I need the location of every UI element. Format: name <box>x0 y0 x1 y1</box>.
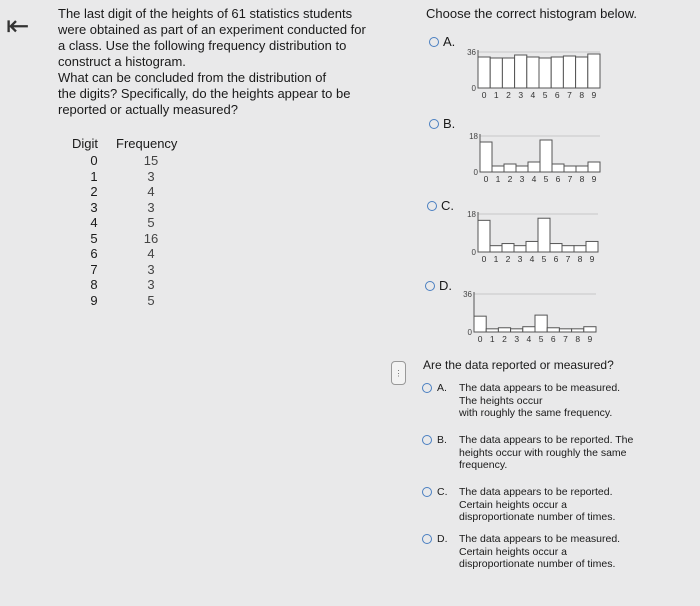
table-row <box>72 215 186 231</box>
answer-option-b[interactable] <box>422 434 692 474</box>
answer-text <box>459 434 684 472</box>
x-tick-label: 1 <box>493 90 499 100</box>
table-header-row <box>72 136 186 153</box>
histogram-option-a[interactable] <box>428 34 608 104</box>
x-tick-label: 7 <box>563 334 568 344</box>
answer-text <box>459 382 659 420</box>
table-row <box>72 293 186 309</box>
x-tick-label: 3 <box>519 174 525 184</box>
x-tick-label: 5 <box>543 174 549 184</box>
histogram-bar <box>576 166 588 172</box>
histogram-bar <box>551 57 563 88</box>
frequency-cell: 3 <box>147 168 155 184</box>
x-tick-label: 7 <box>567 90 572 100</box>
histogram-bar <box>588 162 600 172</box>
y-tick-label-max: 18 <box>467 210 476 219</box>
x-tick-label: 4 <box>530 90 536 100</box>
histogram-bar <box>498 328 510 332</box>
y-tick-label-zero: 0 <box>471 84 476 93</box>
answer-line: disproportionate number of times. <box>459 511 616 523</box>
x-tick-label: 2 <box>506 90 511 100</box>
x-tick-label: 7 <box>567 174 573 184</box>
histogram-chart-a <box>466 44 608 104</box>
x-tick-label: 0 <box>481 254 487 264</box>
digit-cell: 6 <box>90 246 98 261</box>
histogram-bar <box>528 162 540 172</box>
answer-letter: D. <box>437 533 448 545</box>
question-line: reported or actually measured? <box>58 102 238 117</box>
table-row <box>72 231 186 247</box>
x-tick-label: 4 <box>526 334 532 344</box>
radio-icon[interactable] <box>422 435 432 445</box>
table-row <box>72 200 186 216</box>
y-tick-label-zero: 0 <box>471 248 476 257</box>
answer-option-a[interactable] <box>422 382 692 422</box>
histogram-bar <box>574 246 586 252</box>
x-tick-label: 6 <box>550 334 556 344</box>
histogram-bar <box>474 316 486 332</box>
table-row <box>72 153 186 169</box>
histogram-bar <box>490 246 502 252</box>
frequency-cell: 16 <box>143 230 159 246</box>
histogram-bar <box>572 329 584 332</box>
answer-letter: A. <box>437 382 447 394</box>
question-text <box>58 6 376 118</box>
histogram-bar <box>523 327 535 332</box>
x-tick-label: 9 <box>591 174 597 184</box>
histogram-bar <box>514 246 526 252</box>
x-tick-label: 5 <box>542 90 548 100</box>
digit-cell: 0 <box>90 153 98 168</box>
histogram-bar <box>527 57 539 88</box>
answer-line: The data appears to be reported. <box>459 486 613 498</box>
y-tick-label-zero: 0 <box>473 168 478 177</box>
answer-line: The data appears to be measured. <box>459 382 621 394</box>
frequency-cell: 4 <box>147 184 155 199</box>
histogram-bar <box>492 166 504 172</box>
back-button[interactable] <box>6 12 29 40</box>
table-row <box>72 169 186 185</box>
header-digit: Digit <box>72 136 99 151</box>
digit-cell: 8 <box>90 277 98 292</box>
frequency-cell: 3 <box>147 277 155 292</box>
x-tick-label: 4 <box>529 254 535 264</box>
x-tick-label: 7 <box>565 254 571 264</box>
x-tick-label: 3 <box>518 90 524 100</box>
answer-line: frequency. <box>459 459 508 471</box>
y-tick-label-max: 36 <box>463 290 472 299</box>
radio-icon[interactable] <box>422 534 432 544</box>
option-letter: D. <box>439 278 452 293</box>
option-letter: A. <box>443 34 456 49</box>
histogram-bar <box>515 55 527 88</box>
x-tick-label: 1 <box>495 174 501 184</box>
x-tick-label: 8 <box>575 334 581 344</box>
drag-handle-icon: ⋮ <box>394 368 403 378</box>
answer-text <box>459 486 659 524</box>
y-tick-label-max: 36 <box>467 48 476 57</box>
histogram-bar <box>550 244 562 252</box>
table-row <box>72 277 186 293</box>
frequency-cell: 4 <box>147 246 155 261</box>
histogram-bar <box>535 315 547 332</box>
histogram-bar <box>511 329 523 332</box>
answer-option-d[interactable] <box>422 533 692 573</box>
histogram-option-b[interactable] <box>428 116 608 188</box>
histogram-bar <box>502 58 514 88</box>
x-tick-label: 9 <box>587 334 593 344</box>
question-line: the digits? Specifically, do the heights appear to be <box>58 86 351 101</box>
x-tick-label: 3 <box>517 254 523 264</box>
histogram-chart-c <box>466 206 606 268</box>
frequency-table <box>72 136 186 308</box>
conclusion-prompt: Are the data reported or measured? <box>423 358 614 372</box>
x-tick-label: 6 <box>555 174 561 184</box>
histogram-bar <box>586 241 598 252</box>
histogram-bar <box>584 327 596 332</box>
histogram-bar <box>502 244 514 252</box>
answer-line: The heights occur <box>459 394 543 407</box>
answer-line: The data appears to be measured. <box>459 533 621 545</box>
answer-letter: B. <box>437 434 447 446</box>
answer-line: Certain heights occur a <box>459 498 567 511</box>
histogram-bar <box>478 220 490 252</box>
histogram-bar <box>516 166 528 172</box>
histogram-option-d[interactable] <box>424 278 604 348</box>
x-tick-label: 2 <box>507 174 513 184</box>
histogram-bar <box>504 164 516 172</box>
answer-line: Certain heights occur a <box>459 545 567 558</box>
question-line: The last digit of the heights of 61 statistics students <box>58 6 353 21</box>
answer-option-c[interactable] <box>422 486 692 526</box>
histogram-bar <box>538 218 550 252</box>
histogram-bar <box>480 142 492 172</box>
radio-icon[interactable] <box>422 487 432 497</box>
radio-icon[interactable] <box>429 37 439 47</box>
x-tick-label: 8 <box>579 174 585 184</box>
histogram-bar <box>564 166 576 172</box>
header-frequency: Frequency <box>116 136 178 151</box>
answer-panel <box>426 6 696 21</box>
question-line: were obtained as part of an experiment conducted for <box>58 22 366 37</box>
histogram-bar <box>559 329 571 332</box>
histogram-chart-b <box>468 128 608 188</box>
histogram-bar <box>547 328 559 332</box>
histogram-bar <box>552 164 564 172</box>
digit-cell: 1 <box>90 168 98 184</box>
x-tick-label: 1 <box>489 334 495 344</box>
x-tick-label: 6 <box>554 90 560 100</box>
question-panel <box>58 6 376 118</box>
question-line: What can be concluded from the distribution of <box>58 70 327 85</box>
x-tick-label: 0 <box>483 174 489 184</box>
answer-letter: C. <box>437 486 448 498</box>
x-tick-label: 6 <box>553 254 559 264</box>
table-row <box>72 246 186 262</box>
histogram-bar <box>490 58 502 88</box>
x-tick-label: 4 <box>531 174 537 184</box>
histogram-bar <box>478 57 490 88</box>
histogram-bar <box>526 241 538 252</box>
digit-cell: 9 <box>90 292 98 308</box>
radio-icon[interactable] <box>429 119 439 129</box>
x-tick-label: 8 <box>577 254 583 264</box>
x-tick-label: 8 <box>579 90 585 100</box>
x-tick-label: 1 <box>493 254 499 264</box>
histogram-bar <box>576 57 588 88</box>
histogram-bar <box>562 246 574 252</box>
x-tick-label: 5 <box>541 254 547 264</box>
frequency-cell: 5 <box>147 292 155 308</box>
question-line: a class. Use the following frequency distribution to <box>58 38 347 53</box>
pane-resize-handle[interactable] <box>391 361 406 385</box>
digit-cell: 7 <box>90 261 98 277</box>
y-tick-label-max: 18 <box>469 132 478 141</box>
table-row <box>72 262 186 278</box>
histogram-chart-d <box>462 286 604 348</box>
frequency-cell: 5 <box>147 215 155 230</box>
histogram-bar <box>539 58 551 88</box>
histogram-bar <box>486 329 498 332</box>
x-tick-label: 2 <box>505 254 511 264</box>
back-arrow-icon: ⇤ <box>6 10 30 41</box>
histogram-bar <box>540 140 552 172</box>
radio-icon[interactable] <box>422 383 432 393</box>
x-tick-label: 3 <box>514 334 520 344</box>
digit-cell: 4 <box>90 215 98 230</box>
option-letter: C. <box>441 198 454 213</box>
digit-cell: 5 <box>90 230 98 246</box>
x-tick-label: 0 <box>477 334 483 344</box>
x-tick-label: 2 <box>502 334 507 344</box>
radio-icon[interactable] <box>427 201 437 211</box>
digit-cell: 3 <box>90 199 98 215</box>
answer-line: heights occur with roughly the same <box>459 446 627 459</box>
frequency-cell: 3 <box>147 199 155 215</box>
frequency-cell: 3 <box>147 261 155 277</box>
histogram-bar <box>588 54 600 88</box>
y-tick-label-zero: 0 <box>467 328 472 337</box>
answer-line: The data appears to be reported. The <box>459 434 634 446</box>
question-line: construct a histogram. <box>58 54 186 69</box>
option-letter: B. <box>443 116 456 131</box>
x-tick-label: 0 <box>481 90 487 100</box>
digit-cell: 2 <box>90 184 98 199</box>
histogram-prompt: Choose the correct histogram below. <box>426 6 637 21</box>
x-tick-label: 9 <box>589 254 595 264</box>
histogram-option-c[interactable] <box>426 198 606 268</box>
x-tick-label: 5 <box>538 334 544 344</box>
answer-text <box>459 533 659 571</box>
frequency-cell: 15 <box>143 153 159 168</box>
histogram-bar <box>563 56 575 88</box>
x-tick-label: 9 <box>591 90 597 100</box>
answer-line: with roughly the same frequency. <box>459 407 613 419</box>
radio-icon[interactable] <box>425 281 435 291</box>
table-row <box>72 184 186 200</box>
answer-line: disproportionate number of times. <box>459 558 616 570</box>
